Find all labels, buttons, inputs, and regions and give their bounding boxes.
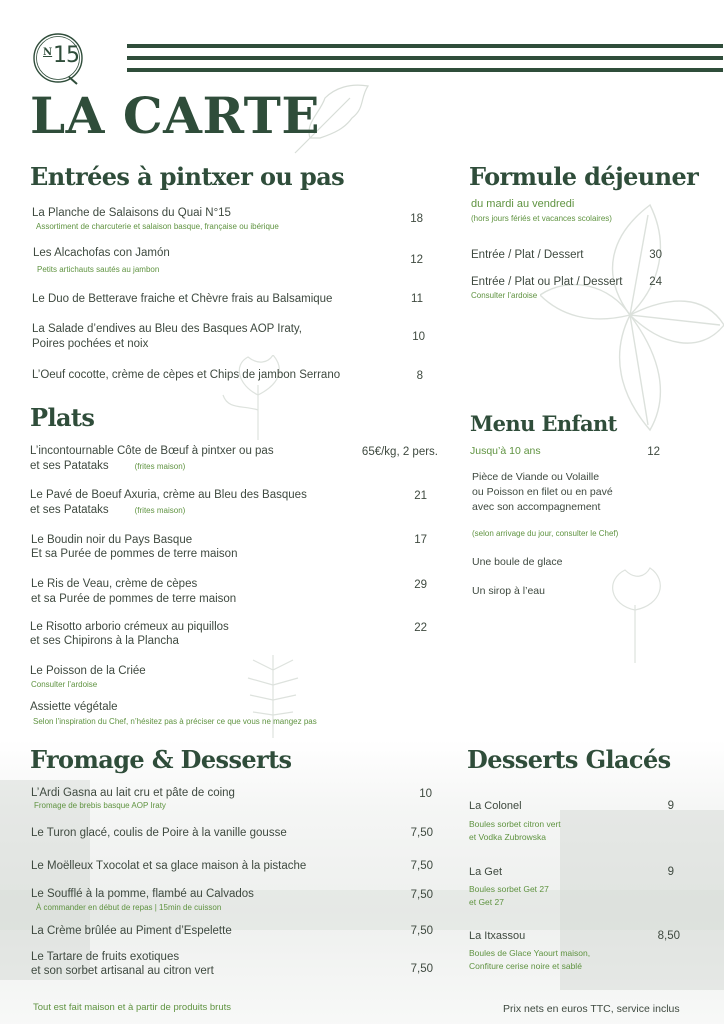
dessert-price: 7,50	[410, 860, 433, 872]
enfant-line: Pièce de Viande ou Volaille	[472, 471, 600, 483]
parsley-sprig-illustration-icon	[600, 565, 670, 665]
plat-name-line2: Et sa Purée de pommes de terre maison	[31, 548, 238, 560]
dessert-desc: À commander en début de repas | 15min de cuisson	[36, 903, 222, 912]
section-title-entrees: Entrées à pintxer ou pas	[30, 162, 345, 191]
entree-desc: Petits artichauts sautés au jambon	[37, 265, 160, 274]
plat-name: Le Risotto arborio crémeux au piquillos	[30, 621, 229, 633]
logo-number: 15	[53, 43, 79, 68]
plat-note: (frites maison)	[134, 506, 186, 515]
entree-name: La Planche de Salaisons du Quai N°15	[32, 207, 231, 219]
formule-option: Entrée / Plat / Dessert	[471, 249, 584, 261]
entree-price: 8	[416, 370, 423, 382]
dessert-name: Le Tartare de fruits exotiques	[31, 951, 180, 963]
plat-name: L’incontournable Côte de Bœuf à pintxer ou pas	[30, 445, 274, 457]
glace-desc: et Get 27	[469, 897, 504, 907]
plat-name: Le Poisson de la Criée	[30, 665, 146, 677]
plat-name-line2: et ses Patataks (frites maison)	[30, 504, 186, 516]
plat-desc: Selon l’inspiration du Chef, n’hésitez pas à préciser ce que vous ne mangez pas	[33, 717, 317, 726]
dessert-price: 7,50	[410, 889, 433, 901]
mint-leaves-illustration-icon	[540, 195, 724, 435]
entree-price: 18	[410, 213, 423, 225]
plat-price: 65€/kg, 2 pers.	[361, 446, 438, 458]
plat-note: (frites maison)	[134, 462, 186, 471]
entree-price: 10	[412, 331, 425, 343]
glace-name: La Colonel	[469, 800, 522, 812]
section-title-formule: Formule déjeuner	[469, 162, 699, 191]
entree-desc: Assortiment de charcuterie et salaison basque, française ou ibérique	[36, 222, 279, 231]
enfant-drink: Un sirop à l’eau	[472, 585, 545, 597]
glace-name: La Itxassou	[469, 930, 526, 942]
enfant-line: ou Poisson en filet ou en pavé	[472, 486, 613, 498]
formule-note: Consulter l’ardoise	[471, 291, 538, 300]
enfant-age: Jusqu’à 10 ans	[470, 445, 541, 457]
dessert-name: Le Turon glacé, coulis de Poire à la vanille gousse	[31, 827, 287, 839]
section-title-plats: Plats	[30, 403, 95, 432]
glace-desc: Boules sorbet Get 27	[469, 884, 549, 894]
entree-price: 12	[410, 254, 423, 266]
entree-name-line2: Poires pochées et noix	[32, 338, 149, 350]
formule-option: Entrée / Plat ou Plat / Dessert	[471, 276, 623, 288]
plat-name-line2: et ses Patataks (frites maison)	[30, 460, 186, 472]
entree-name: Le Duo de Betterave fraiche et Chèvre frais au Balsamique	[32, 293, 333, 305]
dessert-desc: Fromage de brebis basque AOP Iraty	[34, 801, 166, 810]
plat-name: Le Ris de Veau, crème de cèpes	[31, 578, 198, 590]
plat-name: Assiette végétale	[30, 701, 118, 713]
glace-price: 9	[667, 866, 674, 878]
section-title-enfant: Menu Enfant	[470, 411, 617, 436]
glace-desc: et Vodka Zubrowska	[469, 832, 547, 842]
enfant-dessert: Une boule de glace	[472, 556, 563, 568]
dessert-name: La Crème brûlée au Piment d’Espelette	[31, 925, 232, 937]
formule-exceptions: (hors jours fériés et vacances scolaires)	[471, 214, 612, 223]
formule-price: 24	[649, 276, 662, 288]
dessert-price: 7,50	[410, 963, 433, 975]
plat-name-line2: et ses Chipirons à la Plancha	[30, 635, 179, 647]
dessert-price: 7,50	[410, 827, 433, 839]
entree-name: L’Oeuf cocotte, crème de cèpes et Chips de jambon Serrano	[32, 369, 341, 381]
formule-days: du mardi au vendredi	[471, 198, 575, 210]
plat-name-line2: et sa Purée de pommes de terre maison	[31, 593, 237, 605]
dessert-name-line2: et son sorbet artisanal au citron vert	[31, 965, 214, 977]
glace-name: La Get	[469, 866, 503, 878]
entree-name: Les Alcachofas con Jamón	[33, 247, 170, 259]
glace-desc: Boules sorbet citron vert	[469, 819, 561, 829]
plat-price: 21	[414, 490, 427, 502]
glace-price: 9	[667, 800, 674, 812]
enfant-note: (selon arrivage du jour, consulter le Chef)	[472, 529, 619, 538]
plat-price: 29	[414, 579, 427, 591]
restaurant-logo	[31, 32, 85, 86]
dessert-name: L’Ardi Gasna au lait cru et pâte de coing	[31, 787, 235, 799]
background-city-photo	[0, 740, 724, 1024]
enfant-line: avec son accompagnement	[472, 501, 601, 513]
glace-desc: Boules de Glace Yaourt maison,	[469, 948, 591, 958]
dessert-name: Le Soufflé à la pomme, flambé au Calvados	[31, 888, 254, 900]
dessert-price: 7,50	[410, 925, 433, 937]
header-stripes	[127, 44, 723, 80]
logo-superscript: N	[43, 47, 53, 58]
plat-price: 22	[414, 622, 427, 634]
plat-price: 17	[414, 534, 427, 546]
section-title-desserts: Fromage & Desserts	[30, 745, 292, 774]
entree-price: 11	[411, 293, 423, 305]
glace-desc: Confiture cerise noire et sablé	[469, 961, 582, 971]
plat-name: Le Pavé de Boeuf Axuria, crème au Bleu des Basques	[30, 489, 307, 501]
dessert-price: 10	[419, 788, 432, 800]
plat-name: Le Boudin noir du Pays Basque	[31, 534, 193, 546]
section-title-glaces: Desserts Glacés	[467, 745, 671, 774]
entree-name: La Salade d’endives au Bleu des Basques AOP Iraty,	[32, 323, 303, 335]
dessert-name: Le Moëlleux Txocolat et sa glace maison à la pistache	[31, 860, 307, 872]
footer-homemade-note: Tout est fait maison et à partir de produits bruts	[33, 1002, 232, 1013]
footer-price-note: Prix nets en euros TTC, service inclus	[503, 1003, 680, 1015]
plat-desc: Consulter l’ardoise	[31, 680, 98, 689]
page-title: LA CARTE	[30, 86, 320, 145]
enfant-price: 12	[647, 446, 660, 458]
glace-price: 8,50	[657, 930, 680, 942]
formule-price: 30	[649, 249, 662, 261]
